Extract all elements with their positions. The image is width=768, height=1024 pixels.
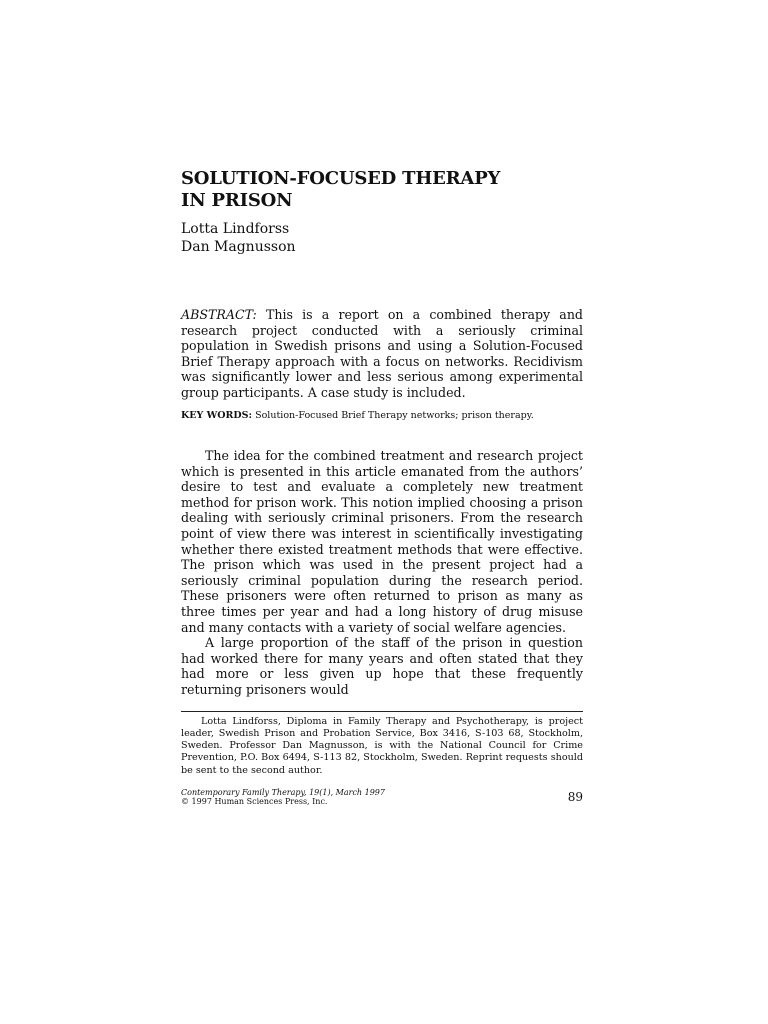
keywords-label: KEY WORDS: bbox=[181, 410, 253, 421]
title-line-2: IN PRISON bbox=[181, 190, 293, 211]
abstract-label: ABSTRACT: bbox=[181, 307, 257, 322]
copyright-notice: © 1997 Human Sciences Press, Inc. bbox=[181, 797, 328, 807]
journal-name: Contemporary Family Therapy, 19(1), March 1997 bbox=[181, 787, 385, 797]
abstract bbox=[181, 307, 583, 400]
paragraph-1: The idea for the combined treatment and research project which is presented in this article emanated from the authors’ desire to test and evaluate a completely new treatment method for prison work. This notion implied choosing a prison dealing with seriously criminal prisoners. From the research point of view there was interest in scientifically investigating whether there existed treatment methods that were effective. The prison which was used in the present project had a seriously criminal population during the research period. These prisoners were often returned to prison as many as three times per year and had a long history of drug misuse and many contacts with a variety of social welfare agencies. bbox=[181, 448, 583, 635]
page-number: 89 bbox=[567, 789, 583, 804]
author-list bbox=[181, 220, 583, 256]
article-body bbox=[181, 168, 583, 807]
author-footnote: Lotta Lindforss, Diploma in Family Therapy and Psychotherapy, is project leader, Swedish Prison and Probation Service, Box 3416, S-103 68, Stockholm, Sweden. Professor Dan Magnusson, is with the National Council for Crime Prevention, P.O. Box 6494, S-113 82, Stockholm, Sweden. Reprint requests should be sent to the second author. bbox=[181, 715, 583, 776]
keywords-text: Solution-Focused Brief Therapy networks; prison therapy. bbox=[255, 410, 534, 421]
paragraph-2: A large proportion of the staff of the prison in question had worked there for many years and often stated that they had more or less given up hope that these frequently returning prisoners would bbox=[181, 635, 583, 697]
footnote-divider bbox=[181, 711, 583, 712]
abstract-text: This is a report on a combined therapy and research project conducted with a seriously criminal population in Swedish prisons and using a Solution-Focused Brief Therapy approach with a focus on networks. Recidivism was significantly lower and less serious among experimental group participants. A case study is included. bbox=[181, 307, 583, 400]
author-2: Dan Magnusson bbox=[181, 239, 296, 255]
journal-info bbox=[181, 788, 583, 807]
keywords bbox=[181, 410, 583, 422]
article-title bbox=[181, 168, 583, 212]
title-line-1: SOLUTION-FOCUSED THERAPY bbox=[181, 168, 501, 189]
body-text bbox=[181, 448, 583, 698]
author-1: Lotta Lindforss bbox=[181, 221, 290, 237]
